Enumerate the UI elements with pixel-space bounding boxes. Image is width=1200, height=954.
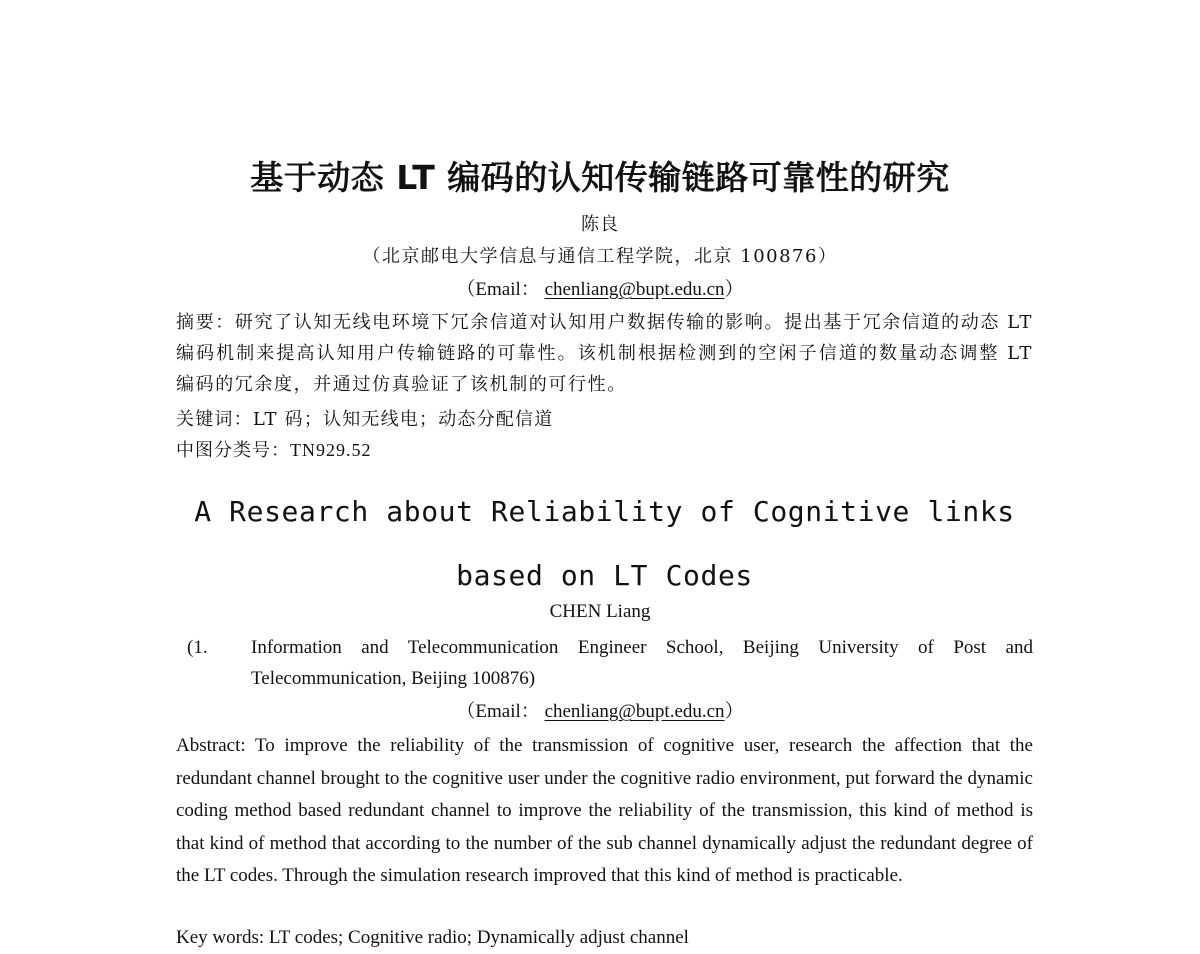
english-abstract bbox=[176, 730, 1033, 893]
chinese-classification-number: TN929.52 bbox=[290, 440, 372, 460]
english-email-line bbox=[0, 696, 1200, 723]
chinese-email-line bbox=[0, 274, 1200, 301]
english-abstract-label: Abstract: bbox=[176, 735, 246, 756]
english-abstract-text: To improve the reliability of the transmission of cognitive user, research the affection that the redundant channel brought to the cognitive user under the cognitive radio environment, put forward the dynamic coding method based redundant channel to improve the reliability of the transmission, this kind of method is that kind of method that according to the number of the sub channel dynamically adjust the redundant degree of the LT codes. Through the simulation research improved that this kind of method is practicable. bbox=[176, 735, 1033, 887]
chinese-abstract-text: 研究了认知无线电环境下冗余信道对认知用户数据传输的影响。提出基于冗余信道的动态 LT 编码机制来提高认知用户传输链路的可靠性。该机制根据检测到的空闲子信道的数量动态调整 LT 编码的冗余度，并通过仿真验证了该机制的可行性。 bbox=[176, 312, 1033, 395]
english-keywords bbox=[176, 922, 1033, 954]
chinese-email-label: （Email： bbox=[456, 279, 540, 300]
english-email-link[interactable]: chenliang@bupt.edu.cn bbox=[544, 701, 725, 722]
chinese-classification bbox=[176, 435, 1033, 466]
chinese-author: 陈良 bbox=[581, 214, 619, 235]
chinese-email-close: ） bbox=[724, 279, 744, 300]
chinese-abstract bbox=[176, 307, 1033, 400]
chinese-title: 基于动态 LT 编码的认知传输链路可靠性的研究 bbox=[250, 158, 950, 197]
chinese-keywords-text: LT 码；认知无线电；动态分配信道 bbox=[252, 409, 554, 430]
chinese-email-link[interactable]: chenliang@bupt.edu.cn bbox=[544, 279, 725, 300]
english-email-close: ） bbox=[724, 701, 744, 722]
chinese-keywords-label: 关键词： bbox=[176, 409, 253, 430]
english-affiliation: Information and Telecommunication Engineer School, Beijing University of Post and Telecommunication, Beijing 100876) bbox=[251, 637, 1033, 689]
english-affiliation-number: (1. bbox=[187, 637, 208, 658]
english-keywords-text: LT codes; Cognitive radio; Dynamically adjust channel bbox=[268, 927, 689, 948]
english-keywords-label: Key words: bbox=[176, 927, 265, 948]
english-author: CHEN Liang bbox=[549, 601, 651, 622]
chinese-keywords bbox=[176, 404, 1033, 435]
english-email-label: （Email： bbox=[456, 701, 540, 722]
english-title: A Research about Reliability of Cognitive links based on LT Codes bbox=[194, 495, 1015, 592]
chinese-abstract-label: 摘要： bbox=[176, 312, 235, 333]
chinese-affiliation: （北京邮电大学信息与通信工程学院，北京 100876） bbox=[362, 246, 838, 267]
chinese-classification-label: 中图分类号： bbox=[176, 440, 290, 461]
